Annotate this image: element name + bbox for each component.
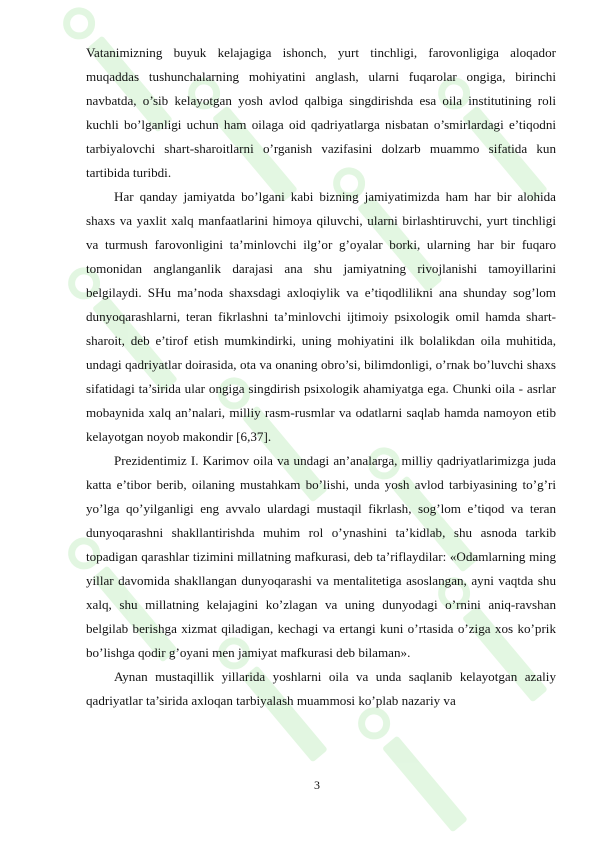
watermark-logo — [342, 691, 497, 859]
page-number: 3 — [314, 778, 320, 792]
paragraph: Aynan mustaqillik yillarida yoshlarni oila va unda saqlanib kelayotgan azaliy qadriyatlar ta’sirida axloqan tarbiyalash muammosi ko’plab nazariy va — [86, 669, 556, 708]
paragraph: Vatanimizning buyuk kelajagiga ishonch, yurt tinchligi, farovonligiga aloqador muqaddas tushunchalarning mohiyatini anglash, ularni fuqarolar ongiga, birinchi navbatda, o’sib kelayotgan yosh avlod qalbiga singdirishda esa oila institutining roli kuchli bo’lganligi uchun ham oilaga oid qadriyatlarga nisbatan o’smirlardagi e’tiqodni tarbiyalovchi shart-sharoitlarni o’rganish vazifasini dolzarb muammo sifatida kun tartibida turibdi. — [86, 45, 556, 180]
paragraph: Har qanday jamiyatda bo’lgani kabi bizning jamiyatimizda ham har bir alohida shaxs va yaxlit xalq manfaatlarini himoya qiluvchi, ularni birlashtiruvchi, yurt tinchligi va turmush farovonligini ta’minlovchi ilg’or g’oyalar borki, ularning har bir fuqaro tomonidan anglanganlik darajasi ana shu jamiyatning rivojlanishi tamoyillarini belgilaydi. SHu ma’noda shaxsdagi axloqiylik va e’tiqodlilikni ana shunday sog’lom dunyoqarashlarni, teran fikrlashni ta’minlovchi ijtimoiy psixologik omil hamda shart-sharoit, deb e’tirof etish mumkindirki, uning mohiyatini ilk bolalikdan oila muhitida, undagi qadriyatlar doirasida, ota va onaning obro’si, bilimdonligi, o’rnak bo’luvchi shaxs sifatidagi ta’sirida ular ongiga singdirish psixologik ahamiyatga ega. Chunki oila - asrlar mobaynida xalq an’nalari, milliy rasm-rusmlar va odatlarni saqlab hamda namoyon etib kelayotgan noyob makondir [6,37]. — [86, 189, 556, 444]
paragraph: Prezidentimiz I. Karimov oila va undagi an’analarga, milliy qadriyatlarimizga juda katta e’tibor berib, oilaning mustahkam bo’lishi, unda yosh avlod tarbiyasining to’g’ri yo’lga qo’yilganligi eng avvalo ulardagi mustaqil fikrlash, sog’lom e’tiqod va teran dunyoqarashni shakllantirishda muhim rol o’ynashini ta’kidlab, shu asnoda tarkib topadigan qarashlar tizimini millatning mafkurasi, deb ta’riflaydilar: «Odamlarning ming yillar davomida shakllangan dunyoqarashi va mentalitetiga asoslangan, ayni vaqtda shu xalq, shu millatning kelajagini ko’zlagan va uning dunyodagi o’rnini aniq-ravshan belgilab berishga xizmat qiladigan, kechagi va ertangi kuni o’rtasida o’ziga xos ko’prik bo’lishga qodir g’oyani men jamiyat mafkurasi deb bilaman». — [86, 453, 556, 660]
document-body — [86, 41, 556, 713]
